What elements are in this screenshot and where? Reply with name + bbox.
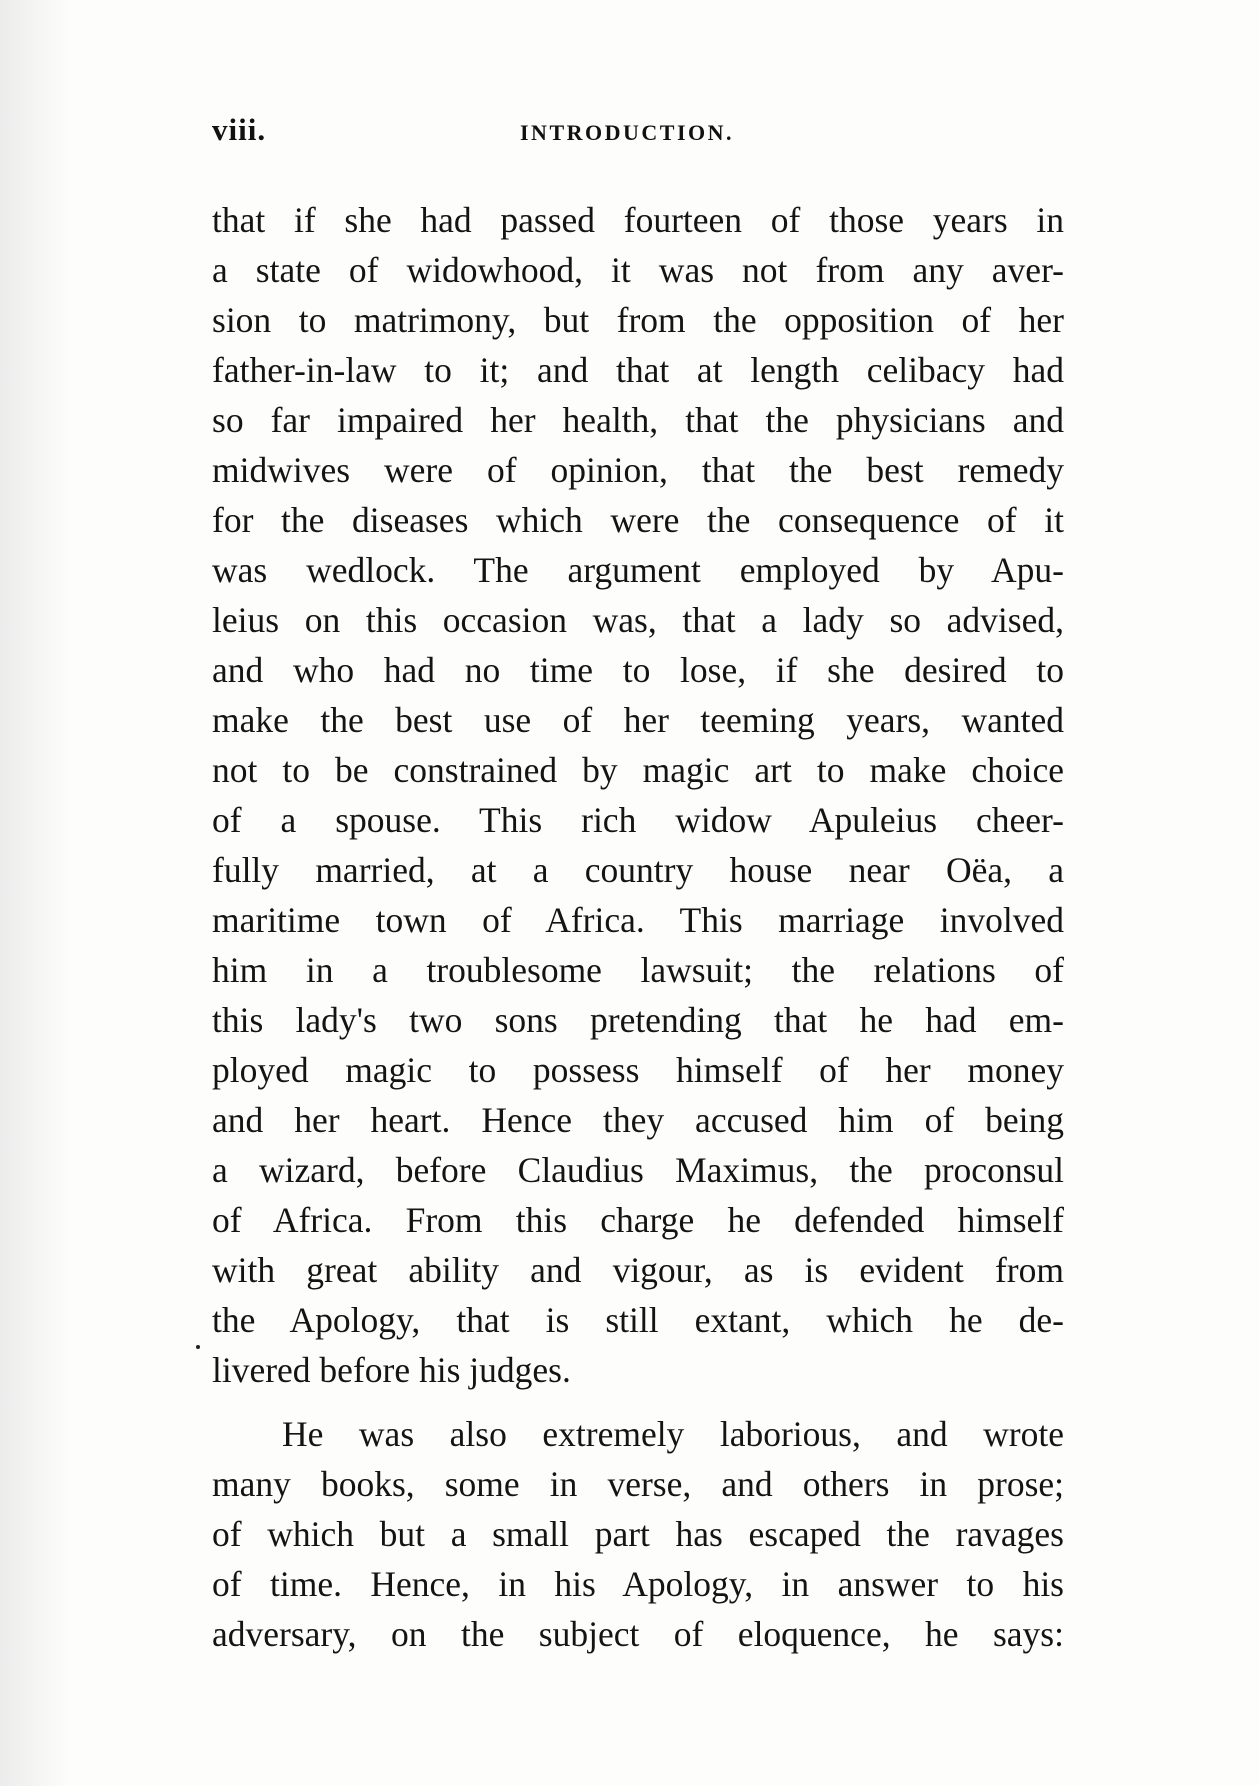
text-line: a wizard, before Claudius Maximus, the proconsul xyxy=(212,1150,1064,1190)
text-line: make the best use of her teeming years, wanted xyxy=(212,700,1064,740)
text-line: fully married, at a country house near Oëa, a xyxy=(212,850,1064,890)
paragraph xyxy=(212,195,1064,1395)
section-title: INTRODUCTION. xyxy=(520,120,735,145)
text-line: of a spouse. This rich widow Apuleius cheer- xyxy=(212,800,1064,840)
paragraph-gap xyxy=(212,1395,1064,1409)
text-line: a state of widowhood, it was not from any aver- xyxy=(212,250,1064,290)
text-line: of which but a small part has escaped the ravages xyxy=(212,1514,1064,1554)
text-line: this lady's two sons pretending that he had em- xyxy=(212,1000,1064,1040)
text-line: was wedlock. The argument employed by Apu- xyxy=(212,550,1064,590)
text-line: sion to matrimony, but from the opposition of her xyxy=(212,300,1064,340)
text-line: for the diseases which were the consequence of it xyxy=(212,500,1064,540)
text-line: of time. Hence, in his Apology, in answer to his xyxy=(212,1564,1064,1604)
page-number: viii. xyxy=(212,112,267,147)
text-line: that if she had passed fourteen of those years in xyxy=(212,200,1064,240)
text-line: so far impaired her health, that the physicians and xyxy=(212,400,1064,440)
text-line: maritime town of Africa. This marriage involved xyxy=(212,900,1064,940)
text-line: him in a troublesome lawsuit; the relations of xyxy=(212,950,1064,990)
text-line: adversary, on the subject of eloquence, he says: xyxy=(212,1614,1064,1654)
text-line: of Africa. From this charge he defended himself xyxy=(212,1200,1064,1240)
text-line: not to be constrained by magic art to make choice xyxy=(212,750,1064,790)
margin-speck xyxy=(196,1345,200,1349)
text-line: with great ability and vigour, as is evident from xyxy=(212,1250,1064,1290)
text-line: the Apology, that is still extant, which he de- xyxy=(212,1300,1064,1340)
text-line: livered before his judges. xyxy=(212,1350,571,1390)
text-line: father-in-law to it; and that at length celibacy had xyxy=(212,350,1064,390)
text-line: and her heart. Hence they accused him of being xyxy=(212,1100,1064,1140)
body-text xyxy=(212,195,1064,1659)
text-line: ployed magic to possess himself of her money xyxy=(212,1050,1064,1090)
text-line: leius on this occasion was, that a lady so advised, xyxy=(212,600,1064,640)
text-line: midwives were of opinion, that the best remedy xyxy=(212,450,1064,490)
page-gutter-shadow xyxy=(0,0,70,1786)
text-line: many books, some in verse, and others in prose; xyxy=(212,1464,1064,1504)
paragraph xyxy=(212,1409,1064,1659)
text-line: and who had no time to lose, if she desired to xyxy=(212,650,1064,690)
running-head xyxy=(212,112,1068,162)
text-line: He was also extremely laborious, and wrote xyxy=(282,1414,1064,1454)
